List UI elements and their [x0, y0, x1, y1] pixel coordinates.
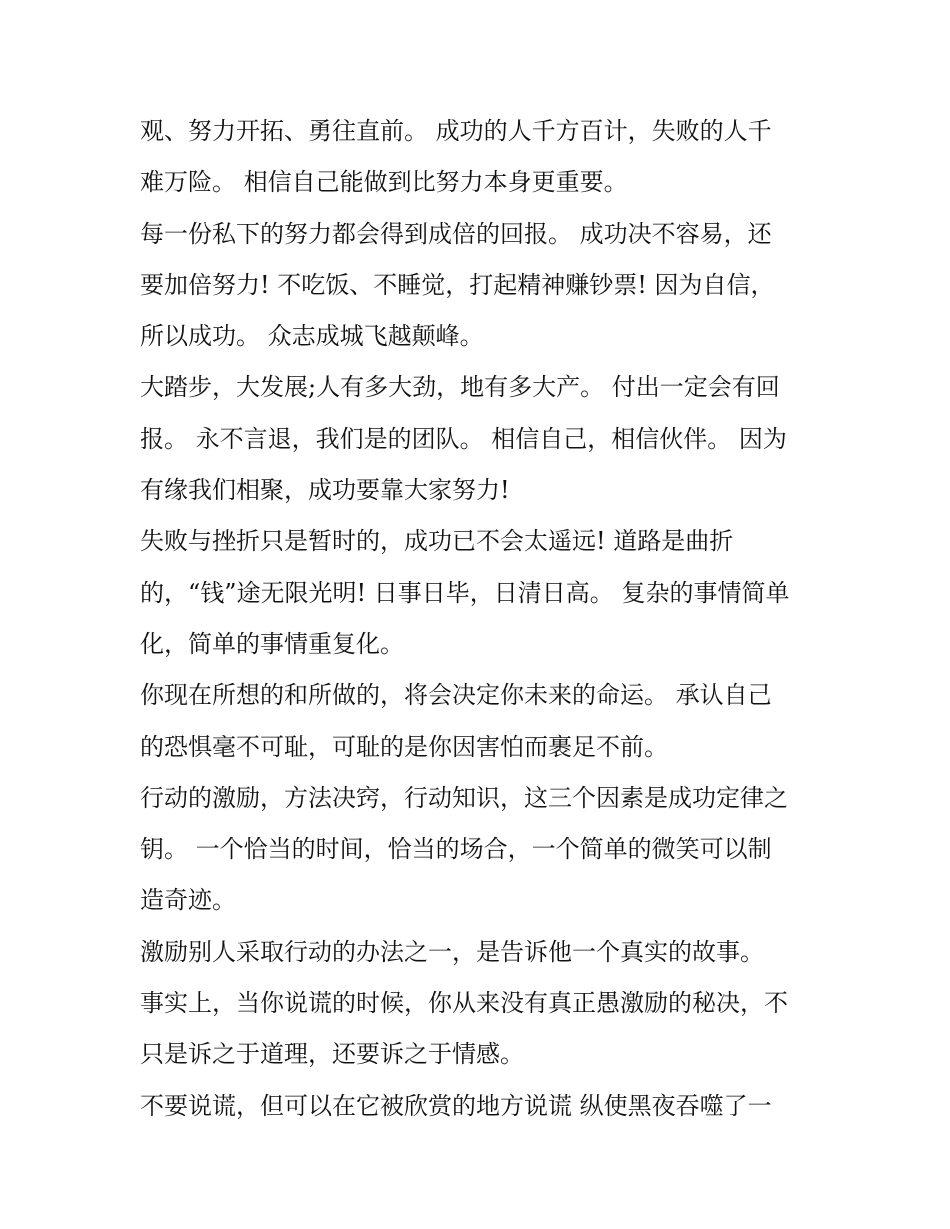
text-line: 的，“钱”途无限光明! 日事日毕，日清日高。 复杂的事情简单 [140, 578, 790, 607]
text-line: 观、努力开拓、勇往直前。 成功的人千方百计，失败的人千 [140, 117, 772, 145]
text-line: 钥。 一个恰当的时间，恰当的场合，一个简单的微笑可以制 [140, 835, 772, 864]
text-line: 难万险。 相信自己能做到比努力本身更重要。 [140, 168, 628, 197]
text-line: 失败与挫折只是暂时的，成功已不会太遥远! 道路是曲折 [140, 527, 734, 556]
text-line: 事实上，当你说谎的时候，你从来没有真正愚激励的秘决，不 [140, 989, 788, 1018]
text-line: 只是诉之于道理，还要诉之于情感。 [140, 1040, 524, 1069]
text-line: 不要说谎，但可以在它被欣赏的地方说谎 纵使黑夜吞噬了一 [140, 1091, 772, 1120]
text-line: 行动的激励，方法决窍，行动知识，这三个因素是成功定律之 [140, 783, 788, 812]
text-line: 你现在所想的和所做的，将会决定你未来的命运。 承认自己 [140, 681, 772, 710]
text-line: 报。 永不言退，我们是的团队。 相信自己，相信伙伴。 因为 [140, 424, 787, 453]
text-line: 激励别人采取行动的办法之一，是告诉他一个真实的故事。 [140, 937, 764, 966]
text-line: 要加倍努力! 不吃饭、不睡觉，打起精神赚钞票! 因为自信， [140, 270, 775, 299]
text-line: 所以成功。 众志成城飞越颠峰。 [140, 322, 484, 351]
text-line: 有缘我们相聚，成功要靠大家努力! [140, 476, 510, 505]
text-line: 每一份私下的努力都会得到成倍的回报。 成功决不容易，还 [140, 219, 772, 248]
text-line: 造奇迹。 [140, 886, 236, 915]
text-line: 的恐惧毫不可耻，可耻的是你因害怕而裹足不前。 [140, 732, 668, 761]
body-text [140, 106, 830, 1132]
text-line: 化，简单的事情重复化。 [140, 629, 404, 658]
text-line: 大踏步，大发展;人有多大劲，地有多大产。 付出一定会有回 [140, 373, 780, 402]
